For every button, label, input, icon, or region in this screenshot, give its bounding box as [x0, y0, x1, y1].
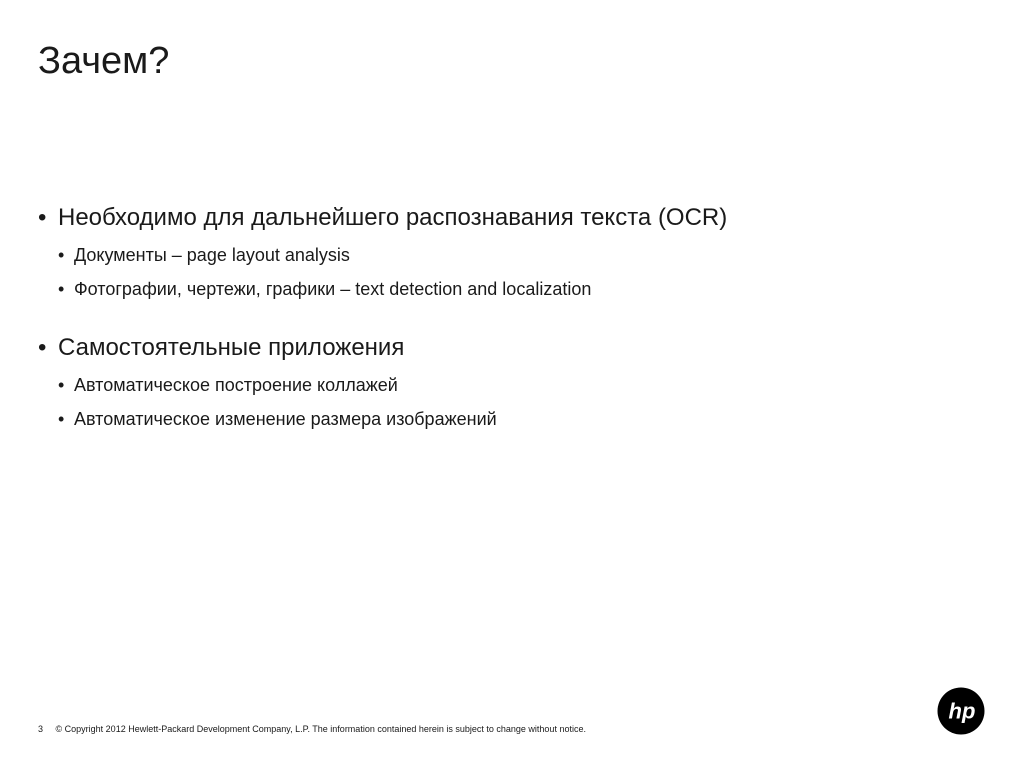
hp-logo-text: hp: [948, 698, 976, 724]
bullet-icon: •: [38, 334, 47, 361]
bullet-icon: •: [38, 204, 47, 231]
bullet-level2: [38, 368, 978, 402]
slide-content: [38, 198, 978, 436]
page-number: 3: [38, 724, 44, 734]
bullet-text: Необходимо для дальнейшего распознавания текста (OCR): [58, 204, 728, 231]
bullet-text: Фотографии, чертежи, графики – text detection and localization: [74, 279, 592, 299]
bullet-level1: [38, 198, 978, 238]
bullet-icon: •: [58, 409, 65, 429]
bullet-level2: [38, 402, 978, 436]
footer: [38, 723, 586, 735]
slide-title: Зачем?: [38, 40, 170, 82]
bullet-group-apps: [38, 328, 978, 436]
bullet-text: Автоматическое изменение размера изображений: [74, 409, 497, 429]
bullet-level1: [38, 328, 978, 368]
bullet-icon: •: [58, 279, 65, 299]
hp-logo-icon: [937, 687, 985, 735]
bullet-level2: [38, 272, 978, 306]
bullet-group-ocr: [38, 198, 978, 306]
bullet-text: Документы – page layout analysis: [74, 245, 350, 265]
bullet-text: Самостоятельные приложения: [58, 334, 405, 361]
copyright-notice: © Copyright 2012 Hewlett-Packard Development Company, L.P. The information contained herein is subject to change without notice.: [55, 724, 586, 734]
bullet-level2: [38, 238, 978, 272]
bullet-icon: •: [58, 245, 65, 265]
bullet-text: Автоматическое построение коллажей: [74, 375, 398, 395]
bullet-icon: •: [58, 375, 65, 395]
